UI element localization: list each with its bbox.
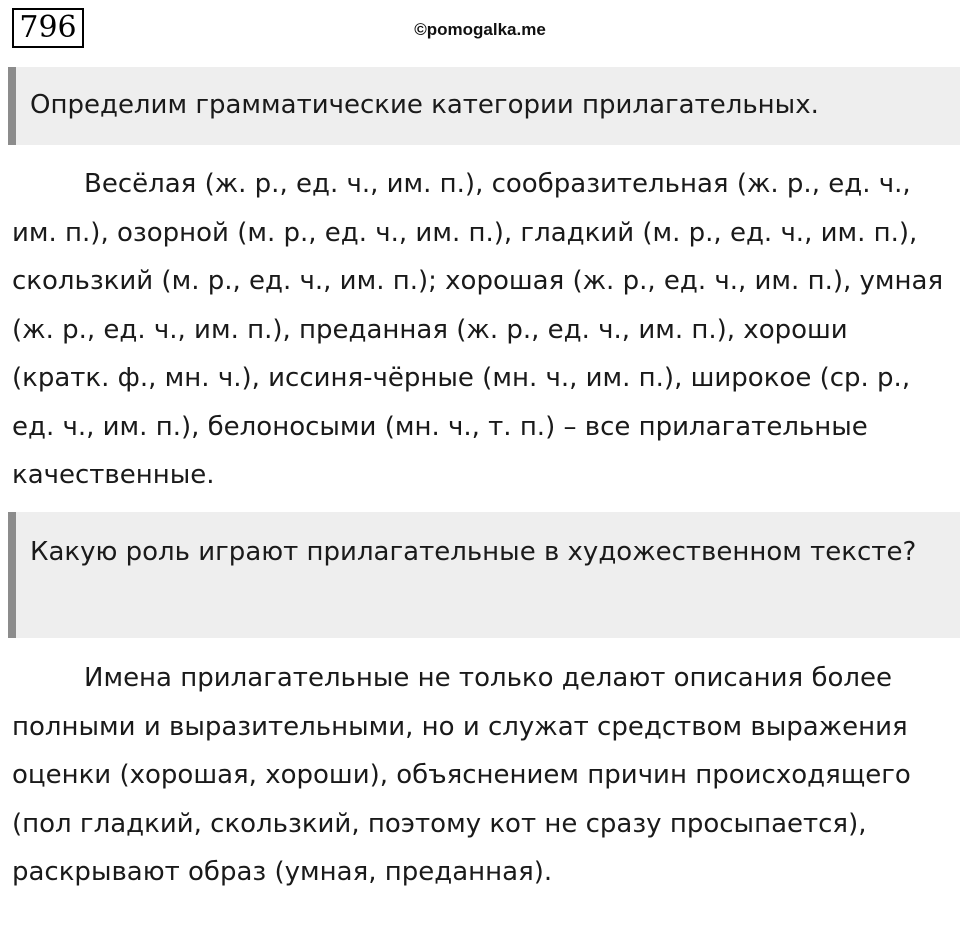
question-1: Определим грамматические категории прилагательных.	[8, 67, 960, 145]
page-number: 796	[12, 8, 84, 48]
answer-1: Весёлая (ж. р., ед. ч., им. п.), сообразительная (ж. р., ед. ч., им. п.), озорной (м. р., ед. ч., им. п.), гладкий (м. р., ед. ч., им. п.), скользкий (м. р., ед. ч., им. п.); хорошая (ж. р., ед. ч., им. п.), умная (ж. р., ед. ч., им. п.), преданная (ж. р., ед. ч., им. п.), хороши (кратк. ф., мн. ч.), иссиня-чёрные (мн. ч., им. п.), широкое (ср. р., ед. ч., им. п.), белоносыми (мн. ч., т. п.) – все прилагательные качественные.	[12, 169, 944, 490]
question-2: Какую роль играют прилагательные в художественном тексте?	[8, 512, 960, 638]
answer-2: Имена прилагательные не только делают описания более полными и выразительными, но и служат средством выражения оценки (хорошая, хороши), объяснением причин происходящего (пол гладкий, скользкий, поэтому кот не сразу просыпается), раскрывают образ (умная, преданная).	[12, 663, 911, 887]
watermark: ©pomogalka.me	[414, 20, 546, 39]
